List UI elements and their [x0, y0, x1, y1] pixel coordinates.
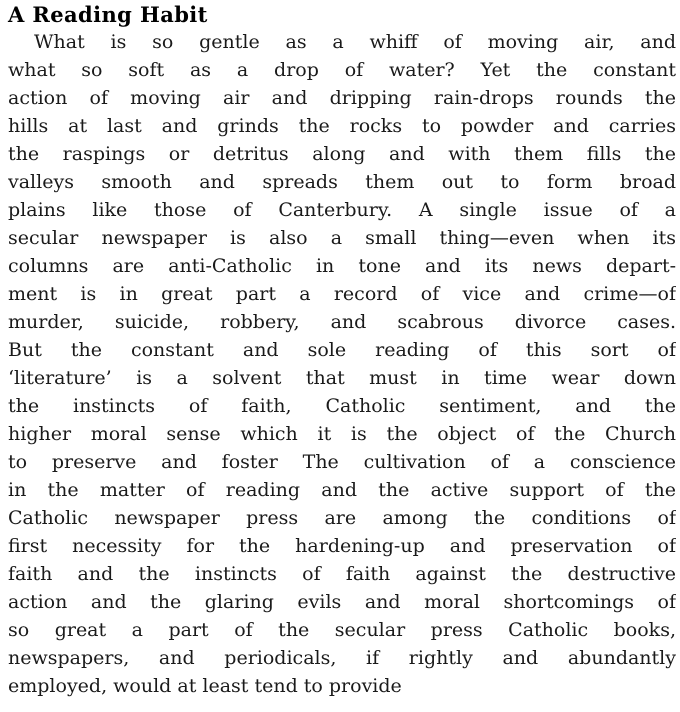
article-line: to preserve and foster The cultivation of a conscience [8, 451, 676, 473]
article-body [8, 28, 676, 700]
article-line: the raspings or detritus along and with them fills the [8, 143, 676, 165]
article-line: plains like those of Canterbury. A single issue of a [8, 199, 676, 221]
article-line: valleys smooth and spreads them out to form broad [8, 171, 676, 193]
article-line: action and the glaring evils and moral shortcomings of [8, 591, 676, 613]
article-line: Catholic newspaper press are among the conditions of [8, 507, 676, 529]
article-line: But the constant and sole reading of this sort of [8, 339, 676, 361]
article-line: ‘literature’ is a solvent that must in time wear down [8, 367, 676, 389]
article-line: action of moving air and dripping rain-drops rounds the [8, 87, 676, 109]
article-line: ment is in great part a record of vice and crime—of [8, 283, 676, 305]
article-line: higher moral sense which it is the object of the Church [8, 423, 676, 445]
article-line: the instincts of faith, Catholic sentiment, and the [8, 395, 676, 417]
article-line: newspapers, and periodicals, if rightly and abundantly [8, 647, 676, 669]
article-line: secular newspaper is also a small thing—even when its [8, 227, 676, 249]
article-line: first necessity for the hardening-up and preservation of [8, 535, 676, 557]
article-line: hills at last and grinds the rocks to powder and carries [8, 115, 676, 137]
article-line: faith and the instincts of faith against the destructive [8, 563, 676, 585]
article-headline: A Reading Habit [8, 2, 208, 27]
article-line: what so soft as a drop of water? Yet the constant [8, 59, 676, 81]
article-line: employed, would at least tend to provide [8, 675, 402, 697]
article [8, 2, 676, 700]
article-line: murder, suicide, robbery, and scabrous divorce cases. [8, 311, 676, 333]
article-line: in the matter of reading and the active support of the [8, 479, 676, 501]
article-line: columns are anti-Catholic in tone and its news depart- [8, 255, 676, 277]
article-line: What is so gentle as a whiff of moving air, and [34, 31, 676, 53]
article-line: so great a part of the secular press Catholic books, [8, 619, 676, 641]
